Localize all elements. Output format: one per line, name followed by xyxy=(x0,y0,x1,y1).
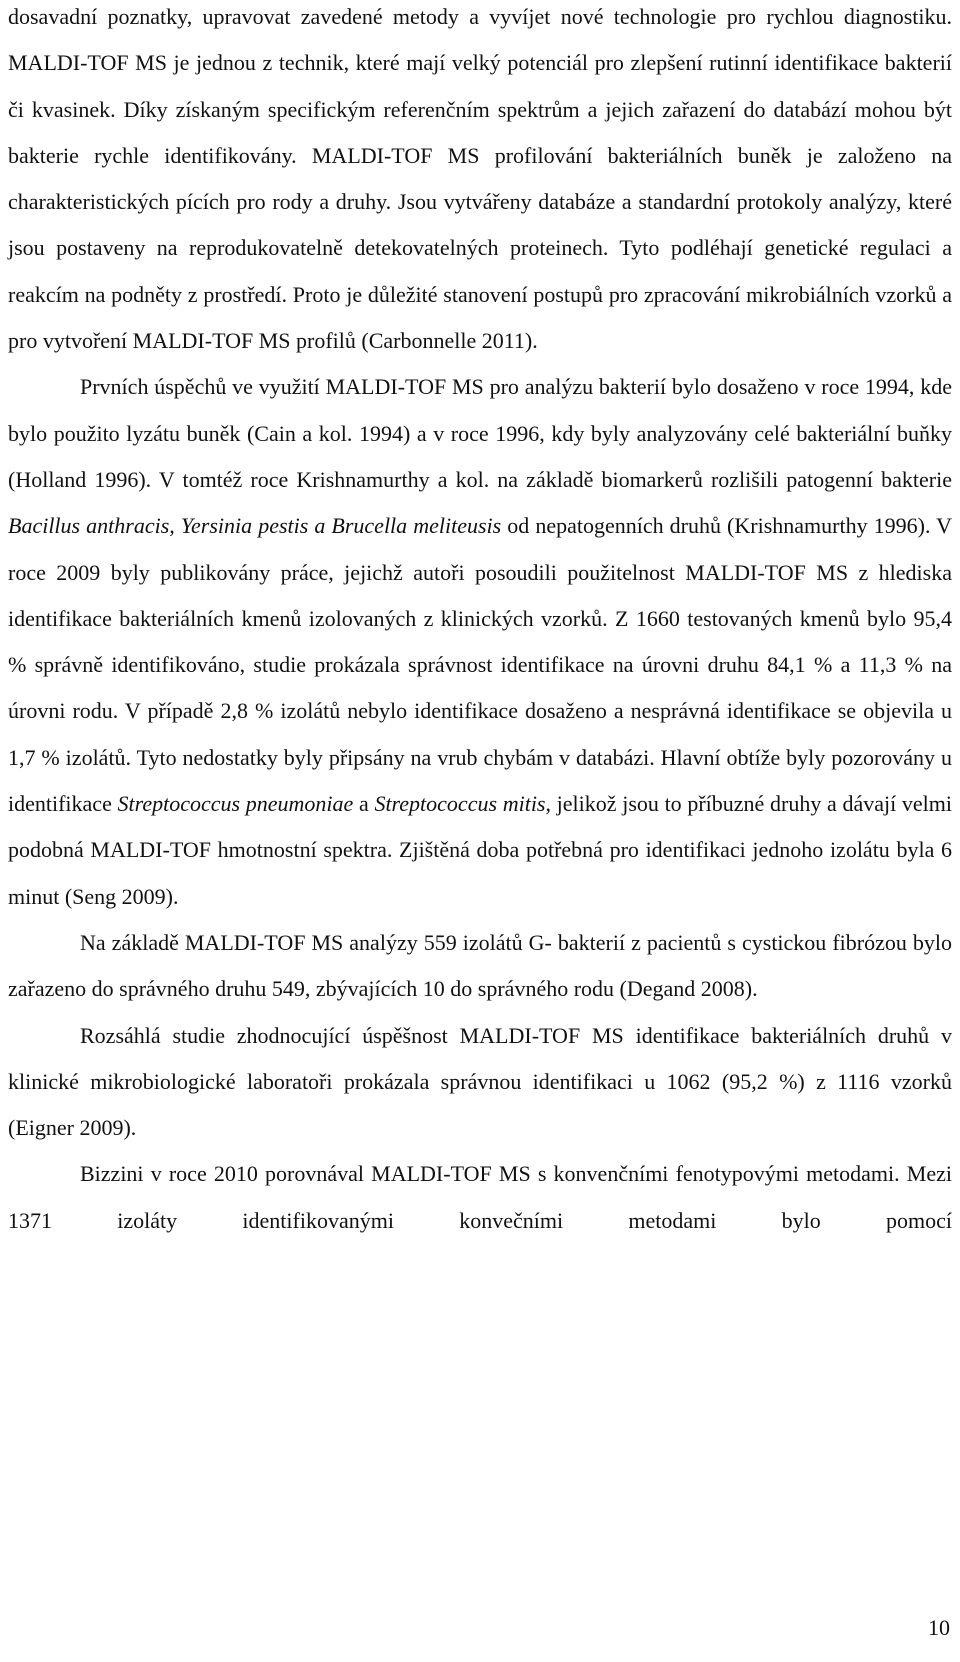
paragraph-maldi-intro xyxy=(8,0,952,364)
paragraph-text: a xyxy=(353,791,375,817)
paragraph-bizzini xyxy=(8,1151,952,1244)
species-name-italic: Streptococcus pneumoniae xyxy=(117,791,354,817)
paragraph-text: od nepatogenních druhů (Krishnamurthy 1996). V roce 2009 byly publikovány práce, jejichž autoři posoudili použitelnost MALDI-TOF MS z hlediska identifikace bakteriálních kmenů izolovaných z klinických vzorků. Z 1660 testovaných kmenů bylo 95,4 % správně identifikováno, studie prokázala správnost identifikace na úrovni druhu 84,1 % a 11,3 % na úrovni rodu. V případě 2,8 % izolátů nebylo identifikace dosaženo a nesprávná identifikace se objevila u 1,7 % izolátů. Tyto nedostatky byly připsány na vrub chybám v databázi. Hlavní obtíže byly pozorovány u identifikace xyxy=(8,513,952,817)
species-name-italic: Streptococcus mitis xyxy=(374,791,546,817)
paragraph-large-study xyxy=(8,1013,952,1152)
page-number: 10 xyxy=(928,1615,950,1640)
paragraph-text: Bizzini v roce 2010 porovnával MALDI-TOF MS s konvenčními fenotypovými metodami. Mezi 1371 izoláty identifikovanými konvečními metodami bylo pomocí xyxy=(8,1161,952,1233)
paragraph-cystic-fibrosis xyxy=(8,920,952,1013)
paragraph-text: dosavadní poznatky, upravovat zavedené metody a vyvíjet nové technologie pro rychlou diagnostiku. MALDI-TOF MS je jednou z technik, které mají velký potenciál pro zlepšení rutinní identifikace bakterií či kvasinek. Díky získaným specifickým referenčním spektrům a jejich zařazení do databází mohou být bakterie rychle identifikovány. MALDI-TOF MS profilování bakteriálních buněk je založeno na charakteristických pících pro rody a druhy. Jsou vytvářeny databáze a standardní protokoly analýzy, které jsou postaveny na reprodukovatelně detekovatelných proteinech. Tyto podléhají genetické regulaci a reakcím na podněty z prostředí. Proto je důležité stanovení postupů pro zpracování mikrobiálních vzorků a pro vytvoření MALDI-TOF MS profilů (Carbonnelle 2011). xyxy=(8,4,952,354)
body-text xyxy=(8,0,952,1244)
paragraph-text: , jelikož jsou to příbuzné druhy a dávají velmi podobná MALDI-TOF hmotnostní spektra. Zjištěná doba potřebná pro identifikaci jednoho izolátu byla 6 minut (Seng 2009). xyxy=(8,791,952,909)
paragraph-text: Na základě MALDI-TOF MS analýzy 559 izolátů G- bakterií z pacientů s cystickou fibrózou bylo zařazeno do správného druhu 549, zbývajících 10 do správného rodu (Degand 2008). xyxy=(8,929,952,1002)
paragraph-text: Prvních úspěchů ve využití MALDI-TOF MS pro analýzu bakterií bylo dosaženo v roce 1994, kde bylo použito lyzátu buněk (Cain a kol. 1994) a v roce 1996, kdy byly analyzovány celé bakteriální buňky (Holland 1996). V tomtéž roce Krishnamurthy a kol. na základě biomarkerů rozlišili patogenní bakterie xyxy=(8,374,952,492)
paragraph-first-successes xyxy=(8,364,952,920)
species-names-italic: Bacillus anthracis, Yersinia pestis a Brucella meliteusis xyxy=(8,513,502,539)
paragraph-text: Rozsáhlá studie zhodnocující úspěšnost MALDI-TOF MS identifikace bakteriálních druhů v klinické mikrobiologické laboratoři prokázala správnou identifikaci u 1062 (95,2 %) z 1116 vzorků (Eigner 2009). xyxy=(8,1022,952,1141)
